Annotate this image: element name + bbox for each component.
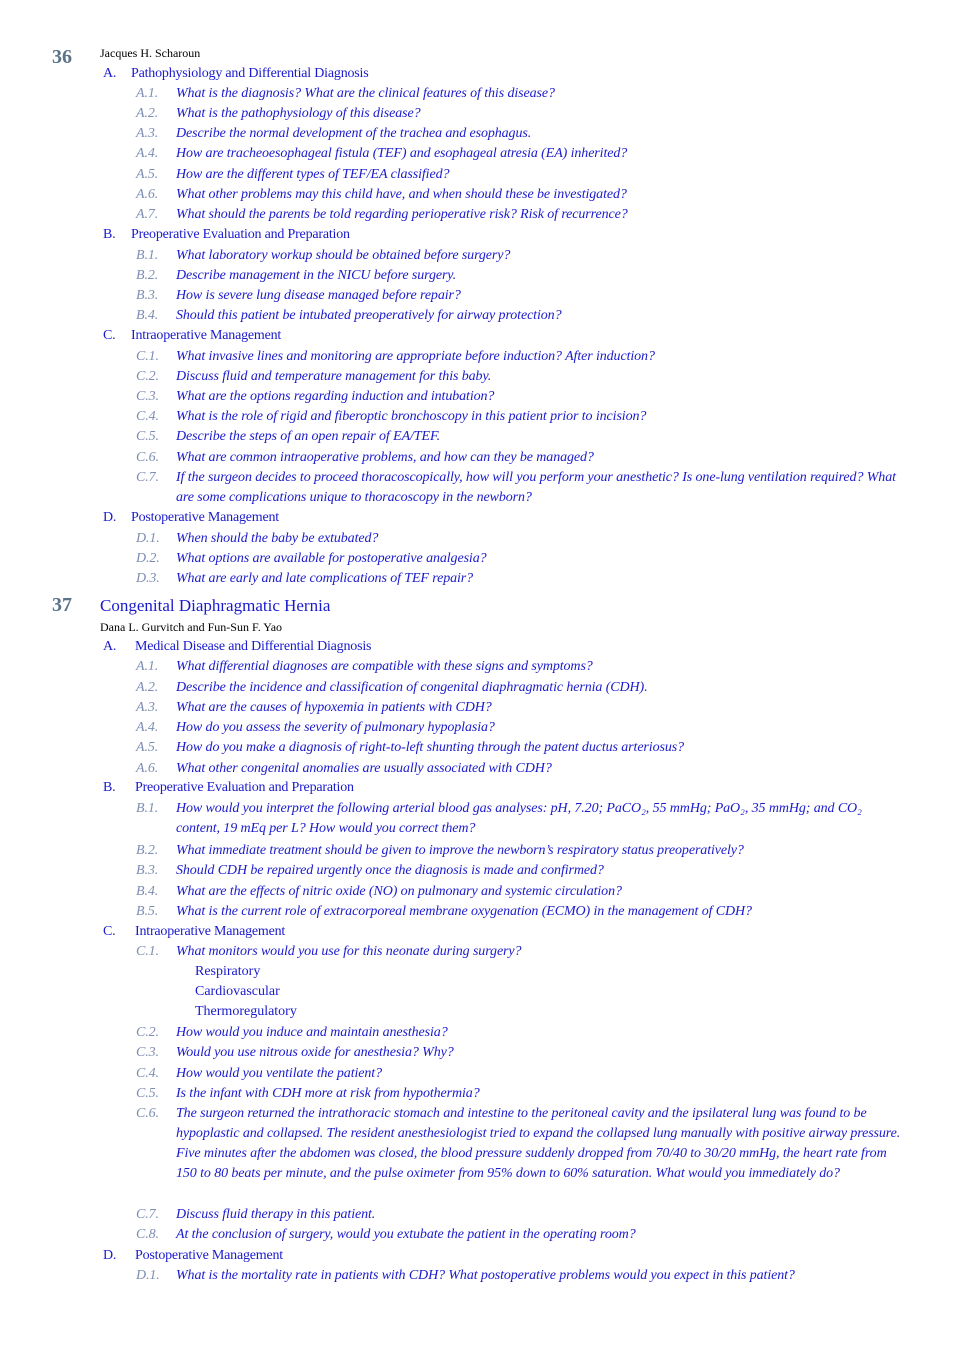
question-item — [136, 468, 906, 508]
question-number: D.3. — [136, 571, 160, 586]
question-number: A.6. — [136, 187, 159, 202]
question-item — [136, 407, 906, 427]
section-heading — [103, 328, 281, 344]
question-number: A.3. — [136, 126, 159, 141]
question-number: A.6. — [136, 761, 159, 776]
question-number: A.4. — [136, 720, 159, 735]
question-number: C.1. — [136, 349, 159, 364]
question-text: Describe management in the NICU before surgery. — [176, 268, 457, 283]
section-title: Pathophysiology and Differential Diagnosis — [131, 66, 369, 81]
question-text: What should the parents be told regarding perioperative risk? Risk of recurrence? — [176, 207, 628, 222]
question-item — [136, 1043, 906, 1063]
question-text: What other congenital anomalies are usually associated with CDH? — [176, 761, 552, 776]
question-number: A.5. — [136, 167, 159, 182]
question-number: C.6. — [136, 1106, 159, 1121]
question-text: If the surgeon decides to proceed thoracoscopically, how will you perform your anesthetic? Is one-lung ventilation required? What are some complications unique to thoracoscopy in the newborn? — [176, 470, 896, 505]
question-text: Describe the normal development of the trachea and esophagus. — [176, 126, 532, 141]
question-text: When should the baby be extubated? — [176, 531, 379, 546]
question-text: How do you make a diagnosis of right-to-left shunting through the patent ductus arteriosus? — [176, 740, 684, 755]
question-text: What is the role of rigid and fiberoptic bronchoscopy in this patient prior to incision? — [176, 409, 647, 424]
question-text: What immediate treatment should be given to improve the newborn’s respiratory status preoperatively? — [176, 843, 744, 858]
question-number: C.7. — [136, 1207, 159, 1222]
question-number: A.5. — [136, 740, 159, 755]
question-number: B.5. — [136, 904, 159, 919]
question-number: D.1. — [136, 531, 160, 546]
question-number: C.3. — [136, 389, 159, 404]
section-heading — [103, 510, 279, 526]
question-number: A.1. — [136, 86, 159, 101]
question-text: What options are available for postoperative analgesia? — [176, 551, 487, 566]
section-title: Postoperative Management — [135, 1248, 283, 1263]
question-number: C.5. — [136, 429, 159, 444]
question-item — [136, 165, 906, 185]
question-item — [136, 448, 906, 468]
question-item — [136, 569, 906, 589]
question-text: Would you use nitrous oxide for anesthesia? Why? — [176, 1045, 454, 1060]
question-text: How would you induce and maintain anesthesia? — [176, 1025, 448, 1040]
section-letter: B. — [103, 780, 116, 795]
monitor-subitem: Cardiovascular — [195, 984, 280, 999]
question-number: C.3. — [136, 1045, 159, 1060]
question-item — [136, 427, 906, 447]
question-text: What is the current role of extracorporeal membrane oxygenation (ECMO) in the management of CDH? — [176, 904, 752, 919]
chapter-number: 37 — [52, 594, 72, 616]
question-text: What are the effects of nitric oxide (NO) on pulmonary and systemic circulation? — [176, 884, 622, 899]
question-text: How do you assess the severity of pulmonary hypoplasia? — [176, 720, 495, 735]
question-item — [136, 246, 906, 266]
question-text: What invasive lines and monitoring are appropriate before induction? After induction? — [176, 349, 655, 364]
question-number: C.8. — [136, 1227, 159, 1242]
section-heading — [103, 924, 285, 940]
question-text: What is the mortality rate in patients with CDH? What postoperative problems would you expect in this patient? — [176, 1268, 795, 1283]
question-item — [136, 1064, 906, 1084]
question-text: How are the different types of TEF/EA classified? — [176, 167, 450, 182]
question-item — [136, 942, 906, 962]
question-text: What other problems may this child have, and when should these be investigated? — [176, 187, 627, 202]
question-number: C.2. — [136, 1025, 159, 1040]
section-letter: C. — [103, 924, 116, 939]
question-item — [136, 799, 906, 839]
question-text: What are the causes of hypoxemia in patients with CDH? — [176, 700, 492, 715]
question-item — [136, 1205, 906, 1225]
question-text: What differential diagnoses are compatible with these signs and symptoms? — [176, 659, 593, 674]
question-number: B.4. — [136, 308, 159, 323]
question-number: B.3. — [136, 288, 159, 303]
question-number: D.1. — [136, 1268, 160, 1283]
section-title: Intraoperative Management — [135, 924, 286, 939]
monitor-subitem: Thermoregulatory — [195, 1004, 297, 1019]
question-text: Discuss fluid therapy in this patient. — [176, 1207, 376, 1222]
question-text: Is the infant with CDH more at risk from hypothermia? — [176, 1086, 480, 1101]
question-item — [136, 1023, 906, 1043]
running-header-author: Jacques H. Scharoun — [100, 46, 201, 60]
question-text: What laboratory workup should be obtained before surgery? — [176, 248, 511, 263]
section-heading — [103, 1248, 283, 1264]
question-item — [136, 367, 906, 387]
question-number: A.2. — [136, 106, 159, 121]
question-text: What monitors would you use for this neonate during surgery? — [176, 944, 522, 959]
question-text: Describe the steps of an open repair of EA/TEF. — [176, 429, 440, 444]
question-text: Should CDH be repaired urgently once the diagnosis is made and confirmed? — [176, 863, 604, 878]
page-number: 36 — [52, 46, 72, 68]
section-title: Postoperative Management — [131, 510, 279, 525]
section-letter: A. — [103, 639, 117, 654]
question-number: C.5. — [136, 1086, 159, 1101]
question-item — [136, 698, 906, 718]
question-item — [136, 902, 906, 922]
question-item — [136, 759, 906, 779]
question-text: At the conclusion of surgery, would you extubate the patient in the operating room? — [176, 1227, 636, 1242]
question-item — [136, 882, 906, 902]
section-title: Intraoperative Management — [131, 328, 282, 343]
question-text: Should this patient be intubated preoperatively for airway protection? — [176, 308, 562, 323]
question-item — [136, 266, 906, 286]
question-item — [136, 84, 906, 104]
question-text: The surgeon returned the intrathoracic stomach and intestine to the peritoneal cavity and the ipsilateral lung was found to be hypoplastic and collapsed. The resident anesthesiologist tried to expand the collapsed lung manually with positive airway pressure. Five minutes after the abdomen was closed, the blood pressure suddenly dropped from 70/40 to 30/20 mmHg, the heart rate from 150 to 80 beats per minute, and the pulse oximeter from 95% down to 60% saturation. What would you immediately do? — [176, 1106, 901, 1181]
section-letter: B. — [103, 227, 116, 242]
question-number: B.2. — [136, 268, 159, 283]
section-heading — [103, 639, 371, 655]
section-letter: A. — [103, 66, 117, 81]
question-number: D.2. — [136, 551, 160, 566]
chapter-title: Congenital Diaphragmatic Hernia — [100, 596, 331, 615]
question-number: C.4. — [136, 1066, 159, 1081]
question-text: Discuss fluid and temperature management for this baby. — [176, 369, 492, 384]
question-number: A.2. — [136, 680, 159, 695]
question-text: What are common intraoperative problems, and how can they be managed? — [176, 450, 594, 465]
question-item — [136, 841, 906, 861]
question-text: How would you interpret the following arterial blood gas analyses: pH, 7.20; PaCO₂, 55 mmHg; PaO₂, 35 mmHg; and CO₂ content, 19 mEq per L? How would you correct them? — [176, 801, 862, 836]
question-number: C.4. — [136, 409, 159, 424]
question-number: C.6. — [136, 450, 159, 465]
question-text: What is the diagnosis? What are the clinical features of this disease? — [176, 86, 555, 101]
question-item — [136, 718, 906, 738]
section-heading — [103, 780, 354, 796]
question-text: What are the options regarding induction and intubation? — [176, 389, 495, 404]
section-letter: D. — [103, 510, 117, 525]
question-number: B.2. — [136, 843, 159, 858]
question-item — [136, 387, 906, 407]
question-item — [136, 1266, 906, 1286]
section-letter: C. — [103, 328, 116, 343]
question-item — [136, 549, 906, 569]
question-number: A.4. — [136, 146, 159, 161]
question-number: A.1. — [136, 659, 159, 674]
question-item — [136, 529, 906, 549]
question-text: How are tracheoesophageal fistula (TEF) and esophageal atresia (EA) inherited? — [176, 146, 628, 161]
question-number: B.1. — [136, 248, 159, 263]
question-text: What is the pathophysiology of this disease? — [176, 106, 421, 121]
question-text: Describe the incidence and classification of congenital diaphragmatic hernia (CDH). — [176, 680, 648, 695]
question-text: How is severe lung disease managed before repair? — [176, 288, 461, 303]
question-item — [136, 124, 906, 144]
section-title: Medical Disease and Differential Diagnosis — [135, 639, 372, 654]
section-letter: D. — [103, 1248, 117, 1263]
question-item — [136, 861, 906, 881]
question-item — [136, 306, 906, 326]
question-number: C.7. — [136, 470, 159, 485]
question-item — [136, 738, 906, 758]
question-text: How would you ventilate the patient? — [176, 1066, 382, 1081]
question-number: C.1. — [136, 944, 159, 959]
question-text: What are early and late complications of TEF repair? — [176, 571, 474, 586]
question-item — [136, 1104, 906, 1184]
question-item — [136, 678, 906, 698]
section-heading — [103, 66, 368, 82]
question-item — [136, 205, 906, 225]
question-item — [136, 185, 906, 205]
question-item — [136, 286, 906, 306]
question-item — [136, 1084, 906, 1104]
question-item — [136, 1225, 906, 1245]
question-item — [136, 144, 906, 164]
question-item — [136, 347, 906, 367]
question-number: A.7. — [136, 207, 159, 222]
chapter-authors: Dana L. Gurvitch and Fun-Sun F. Yao — [100, 620, 283, 634]
section-heading — [103, 227, 350, 243]
question-item — [136, 104, 906, 124]
monitor-subitem: Respiratory — [195, 964, 261, 979]
question-number: B.3. — [136, 863, 159, 878]
question-number: B.1. — [136, 801, 159, 816]
question-item — [136, 657, 906, 677]
question-number: A.3. — [136, 700, 159, 715]
question-number: B.4. — [136, 884, 159, 899]
question-number: C.2. — [136, 369, 159, 384]
section-title: Preoperative Evaluation and Preparation — [131, 227, 350, 242]
section-title: Preoperative Evaluation and Preparation — [135, 780, 354, 795]
